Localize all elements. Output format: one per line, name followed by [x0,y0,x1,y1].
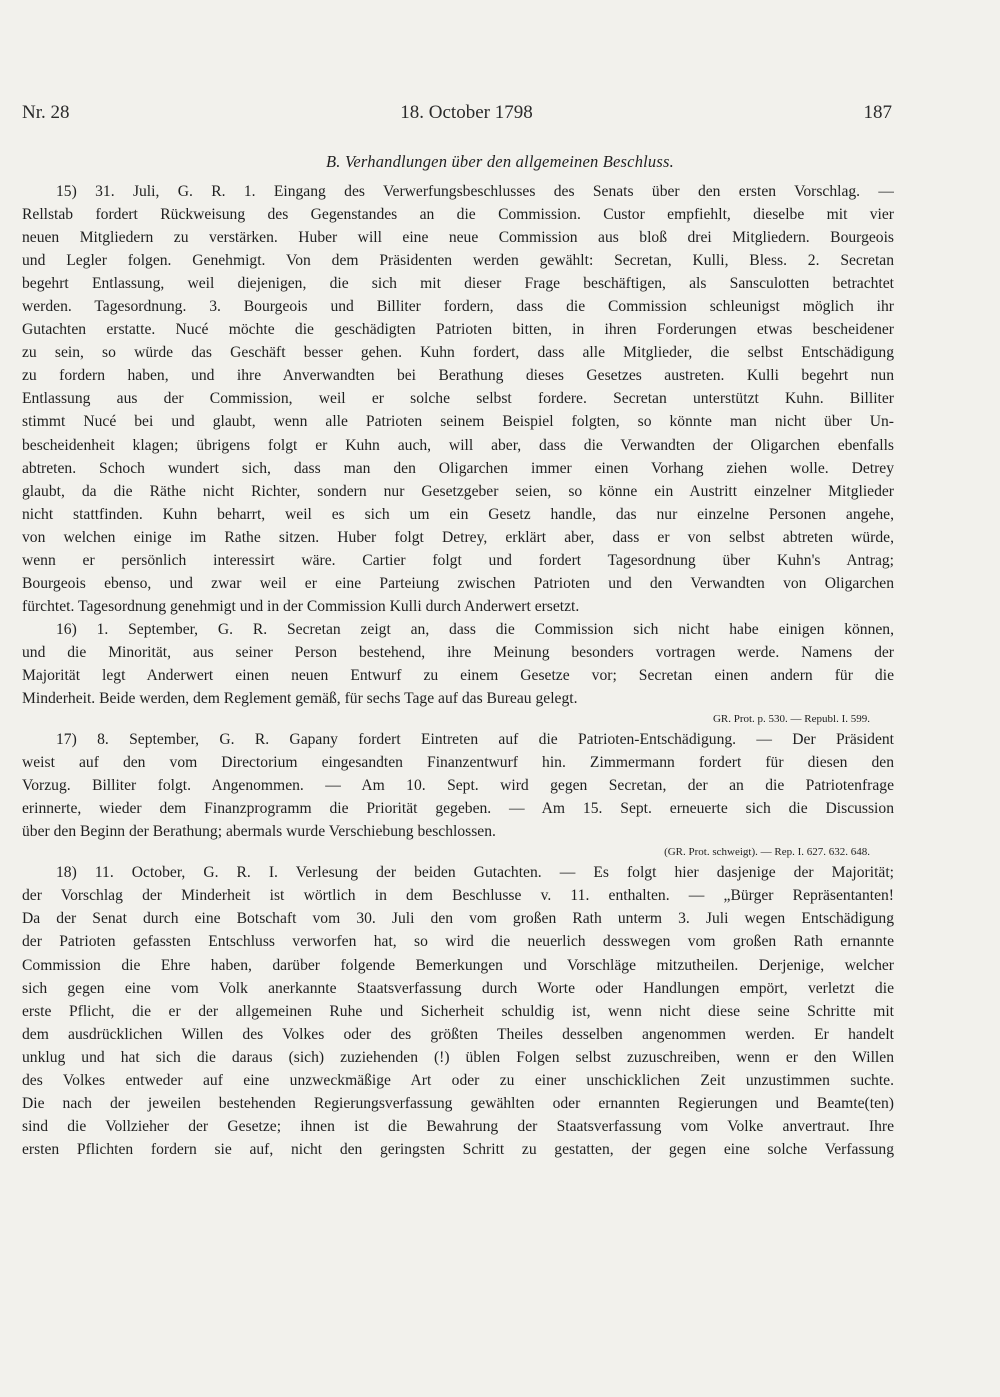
text-line: Commission die Ehre haben, darüber folgende Bemerkungen und Vorschläge mitzutheilen. Derjenige, welcher [22,956,894,974]
text-line: zu fordern haben, und ihre Anverwandten bei Berathung dieses Gesetzes austreten. Kulli begehrt nun [22,367,894,385]
text-line: begehrt Entlassung, weil diejenigen, die sich mit dieser Frage beschäftigen, als Sansculotten betrachtet [22,275,894,293]
body-text [22,180,894,1161]
text-line: sich gegen eine vom Volk anerkannte Staatsverfassung durch Worte oder Handlungen empört, verletzt die [22,979,894,997]
section-heading: B. Verhandlungen über den allgemeinen Beschluss. [326,152,674,171]
text-line: von welchen einige im Rathe sitzen. Huber folgt Detrey, erklärt aber, dass er von selbst abtreten würde, [22,528,894,546]
text-line: neuen Mitgliedern zu verstärken. Huber will eine neue Commission aus bloß drei Mitgliedern. Bourgeois [22,229,894,247]
text-line: stimmt Nucé bei und glaubt, wenn alle Patrioten seinem Beispiel folgten, so könnte man nicht über Un- [22,413,894,431]
text-line: ersten Pflichten fordern sie auf, nicht den geringsten Schritt zu gestatten, der gegen eine solche Verfassung [22,1140,894,1158]
text-line: erste Pflicht, die er der allgemeinen Ruhe und Sicherheit schuldig ist, wenn nicht diese seine Schritte mit [22,1002,894,1020]
text-line: und Legler folgen. Genehmigt. Von dem Präsidenten werden gewählt: Secretan, Kulli, Bless. 2. Secretan [22,252,894,270]
text-line: 15) 31. Juli, G. R. 1. Eingang des Verwerfungsbeschlusses des Senats über den ersten Vorschlag. — [56,183,894,200]
text-line: der Patrioten gefassten Entschluss verworfen hat, so wird die neuerlich desswegen vom großen Rath ernannte [22,933,894,951]
document-date: 18. October 1798 [400,102,533,123]
text-line: sind die Vollzieher der Gesetze; ihnen ist die Bewahrung der Staatsverfassung vom Volke anvertraut. Ihre [22,1117,894,1135]
text-line: 17) 8. September, G. R. Gapany fordert Eintreten auf die Patrioten-Entschädigung. — Der Präsident [56,731,894,749]
text-line: und die Minorität, aus seiner Person bestehend, ihre Meinung besonders vortragen werde. Namens der [22,643,894,661]
text-line: Majorität legt Anderwert einen neuen Entwurf zu einem Gesetze vor; Secretan einen andern für die [22,666,894,684]
text-line: bescheidenheit klagen; übrigens folgt er Kuhn auch, will aber, dass die Verwandten der Oligarchen ebenfalls [22,436,894,454]
text-line: wenn er persönlich interessirt wäre. Cartier folgt und fordert Tagesordnung über Kuhn's Antrag; [22,551,894,569]
text-line: erinnerte, wieder dem Finanzprogramm die Priorität gegeben. — Am 15. Sept. erneuerte sich die Discussion [22,800,894,818]
text-line: Die nach der jeweilen bestehenden Regierungsverfassung gewählten oder ernannten Regierungen und Beamte(ten) [22,1094,894,1112]
document-number: Nr. 28 [22,102,70,123]
text-line: Da der Senat durch eine Botschaft vom 30. Juli den vom großen Rath unterm 3. Juli wegen Entschädigung [22,910,894,928]
text-line: werden. Tagesordnung. 3. Bourgeois und Billiter fordern, dass die Commission schleunigst möglich ihr [22,298,894,316]
text-line: 18) 11. October, G. R. I. Verlesung der beiden Gutachten. — Es folgt hier dasjenige der Majorität; [56,864,894,882]
text-line: Minderheit. Beide werden, dem Reglement gemäß, für sechs Tage auf das Bureau gelegt. [22,690,578,708]
text-line: nicht stattfinden. Kuhn beharrt, weil es sich um ein Gesetz handle, das nur einzelne Personen angehe, [22,505,894,523]
text-line: über den Beginn der Berathung; abermals wurde Verschiebung beschlossen. [22,823,496,841]
text-line: glaubt, da die Räthe nicht Richter, sondern nur Gesetzgeber seien, so könne ein Austritt einzelner Mitglieder [22,482,894,500]
text-line: Vorzug. Billiter folgt. Angenommen. — Am 10. Sept. wird gegen Secretan, der an die Patriotenfrage [22,777,894,795]
text-line: abtreten. Schoch wundert sich, dass man den Oligarchen immer einen Vorhang ziehen wolle. Detrey [22,459,894,477]
text-line: unklug und hat sich die daraus (sich) zuziehenden (!) üblen Folgen selbst zuzuschreiben, wenn er den Willen [22,1048,894,1066]
text-line: 16) 1. September, G. R. Secretan zeigt an, dass die Commission sich nicht habe einigen können, [56,620,894,638]
text-line: Rellstab fordert Rückweisung des Gegenstandes an die Commission. Custor empfiehlt, dieselbe mit vier [22,206,894,224]
text-line: weist auf den vom Directorium eingesandten Finanzentwurf hin. Zimmermann fordert für diesen den [22,754,894,772]
text-line: der Vorschlag der Minderheit ist wörtlich in dem Beschlusse v. 11. enthalten. — „Bürger Repräsentanten! [22,887,894,905]
source-citation: (GR. Prot. schweigt). — Rep. I. 627. 632. 648. [664,846,870,859]
page-header [22,102,892,124]
text-line: Entlassung aus der Commission, weil er solche selbst fordere. Secretan unterstützt Kuhn. Billiter [22,390,894,408]
text-line: Gutachten erstatte. Nucé möchte die geschädigten Patrioten bitten, in ihren Forderungen etwas bescheidener [22,321,894,339]
text-line: dem ausdrücklichen Willen des Volkes oder des größten Theiles desselben angenommen werden. Er handelt [22,1025,894,1043]
page-number: 187 [863,102,892,123]
text-line: fürchtet. Tagesordnung genehmigt und in der Commission Kulli durch Anderwert ersetzt. [22,597,580,615]
text-line: zu sein, so würde das Geschäft besser gehen. Kuhn fordert, dass alle Mitglieder, die selbst Entschädigung [22,344,894,362]
text-line: des Volkes entweder auf eine unzweckmäßige Art oder zu einer unschicklichen Zeit unzustimmen suchte. [22,1071,894,1089]
source-citation: GR. Prot. p. 530. — Republ. I. 599. [712,713,870,726]
text-line: Bourgeois ebenso, und zwar weil er eine Parteiung zwischen Patrioten und den Verwandten von Oligarchen [22,574,894,592]
